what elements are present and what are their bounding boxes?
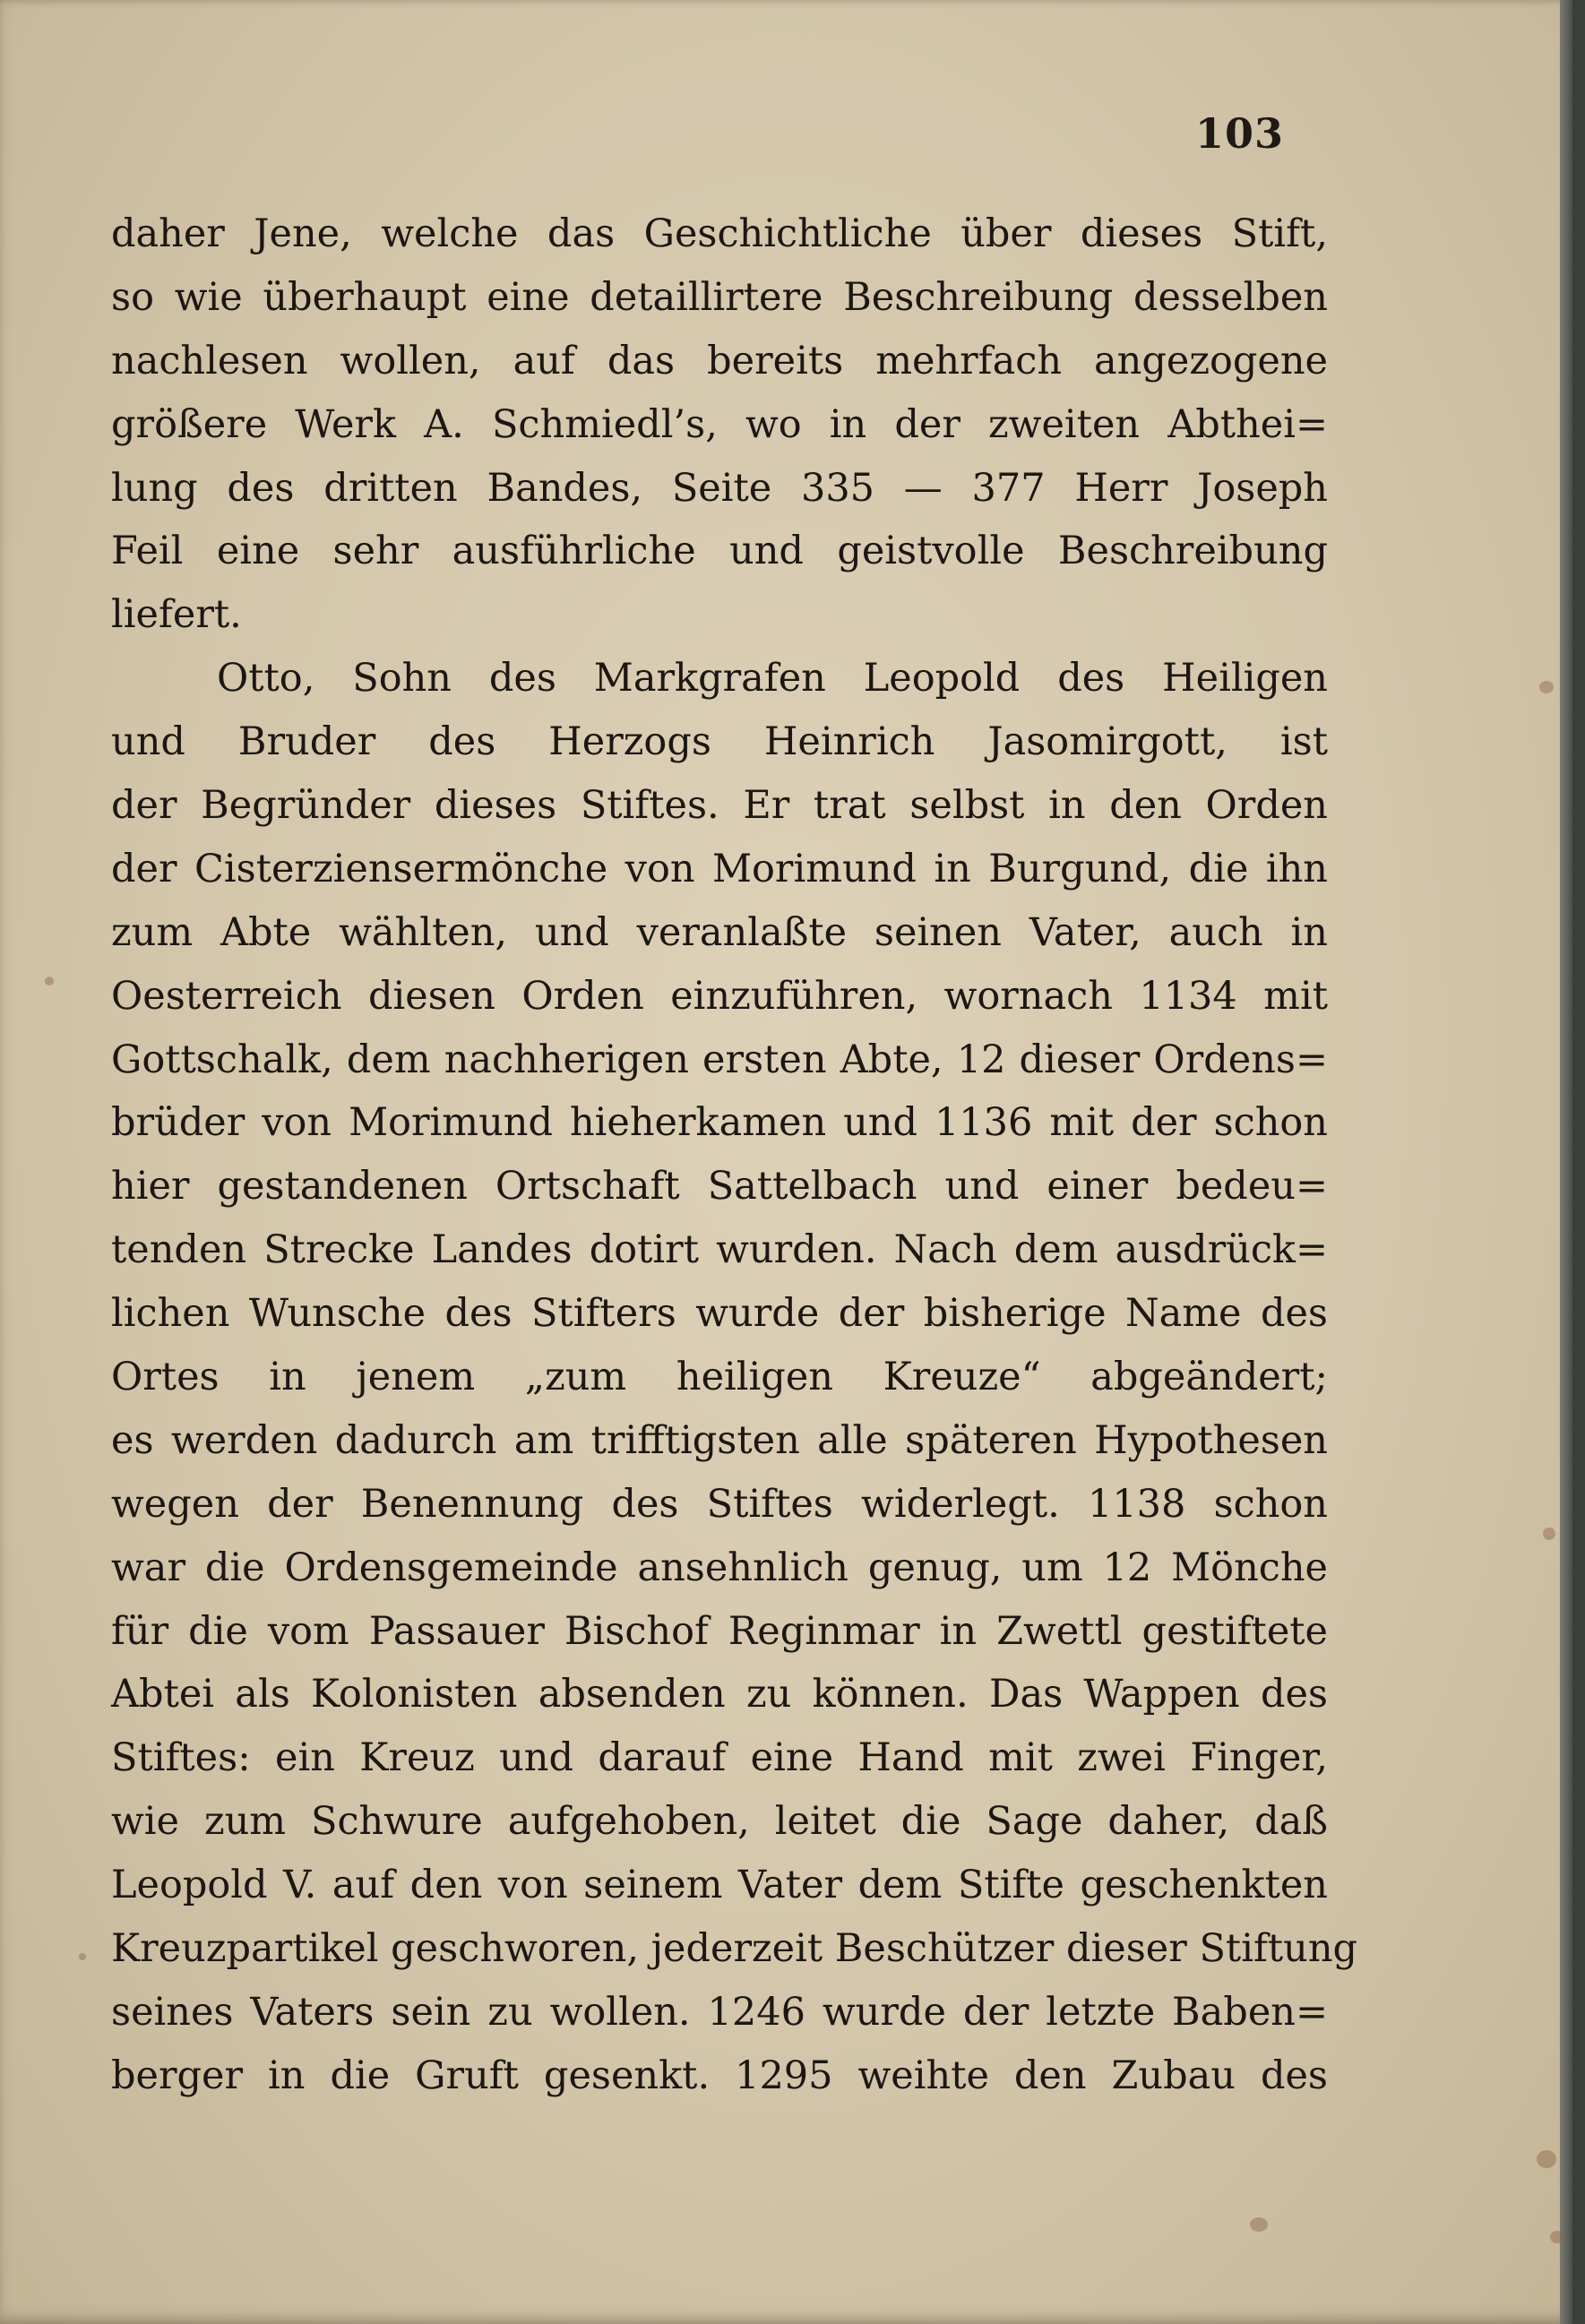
text-line: daher Jene, welche das Geschichtliche über dieses Stift,	[111, 211, 1328, 256]
paper-speck	[1550, 2231, 1564, 2243]
text-line: lung des dritten Bandes, Seite 335 — 377 Herr Joseph	[111, 465, 1328, 511]
text-line: seines Vaters sein zu wollen. 1246 wurde der letzte Baben=	[111, 1989, 1328, 2035]
text-line: es werden dadurch am trifftigsten alle späteren Hypothesen	[111, 1417, 1328, 1463]
paragraph-start-line: Otto, Sohn des Markgrafen Leopold des Heiligen	[217, 656, 1328, 702]
text-line: brüder von Morimund hieherkamen und 1136 mit der schon	[111, 1100, 1328, 1146]
text-line: Abtei als Kolonisten absenden zu können. Das Wappen des	[111, 1672, 1328, 1717]
text-line: war die Ordensgemeinde ansehnlich genug, um 12 Mönche	[111, 1545, 1328, 1590]
text-line: nachlesen wollen, auf das bereits mehrfach angezogene	[111, 338, 1328, 383]
text-line: Oesterreich diesen Orden einzuführen, wornach 1134 mit	[111, 973, 1328, 1019]
text-line: hier gestandenen Ortschaft Sattelbach und einer bedeu=	[111, 1164, 1328, 1209]
text-line: berger in die Gruft gesenkt. 1295 weihte den Zubau des	[111, 2053, 1328, 2098]
text-line: Kreuzpartikel geschworen, jederzeit Beschützer dieser Stiftung	[111, 1926, 1358, 1972]
text-line: wie zum Schwure aufgehoben, leitet die Sage daher, daß	[111, 1799, 1328, 1845]
text-line: Leopold V. auf den von seinem Vater dem Stifte geschenkten	[111, 1863, 1328, 1908]
paper-speck	[1537, 2150, 1556, 2168]
paper-speck	[1543, 1528, 1555, 1540]
text-line: zum Abte wählten, und veranlaßte seinen Vater, auch in	[111, 909, 1328, 955]
text-line: der Cisterziensermönche von Morimund in Burgund, die ihn	[111, 846, 1328, 891]
paper-speck	[45, 977, 54, 986]
text-line: und Bruder des Herzogs Heinrich Jasomirgott, ist	[111, 719, 1328, 765]
text-line: wegen der Benennung des Stiftes widerlegt. 1138 schon	[111, 1481, 1328, 1527]
text-line: Gottschalk, dem nachherigen ersten Abte, 12 dieser Ordens=	[111, 1037, 1328, 1082]
text-line: lichen Wunsche des Stifters wurde der bisherige Name des	[111, 1291, 1328, 1337]
page-number: 103	[1194, 109, 1284, 158]
text-line: liefert.	[111, 592, 242, 638]
text-line: Stiftes: ein Kreuz und darauf eine Hand mit zwei Finger,	[111, 1735, 1328, 1781]
text-line: der Begründer dieses Stiftes. Er trat selbst in den Orden	[111, 783, 1328, 829]
page-edge	[1560, 0, 1572, 2324]
text-line: Feil eine sehr ausführliche und geistvolle Beschreibung	[111, 529, 1328, 574]
text-line: tenden Strecke Landes dotirt wurden. Nach dem ausdrück=	[111, 1227, 1328, 1273]
text-line: größere Werk A. Schmiedl’s, wo in der zweiten Abthei=	[111, 401, 1328, 447]
text-line: so wie überhaupt eine detaillirtere Beschreibung desselben	[111, 274, 1328, 320]
paper-speck	[1250, 2217, 1268, 2232]
body-text	[111, 202, 1358, 2108]
paper-speck	[79, 1953, 86, 1960]
text-line: Ortes in jenem „zum heiligen Kreuze“ abgeändert;	[111, 1355, 1328, 1400]
paper-speck	[1539, 681, 1554, 693]
text-line: für die vom Passauer Bischof Reginmar in Zwettl gestiftete	[111, 1608, 1328, 1654]
